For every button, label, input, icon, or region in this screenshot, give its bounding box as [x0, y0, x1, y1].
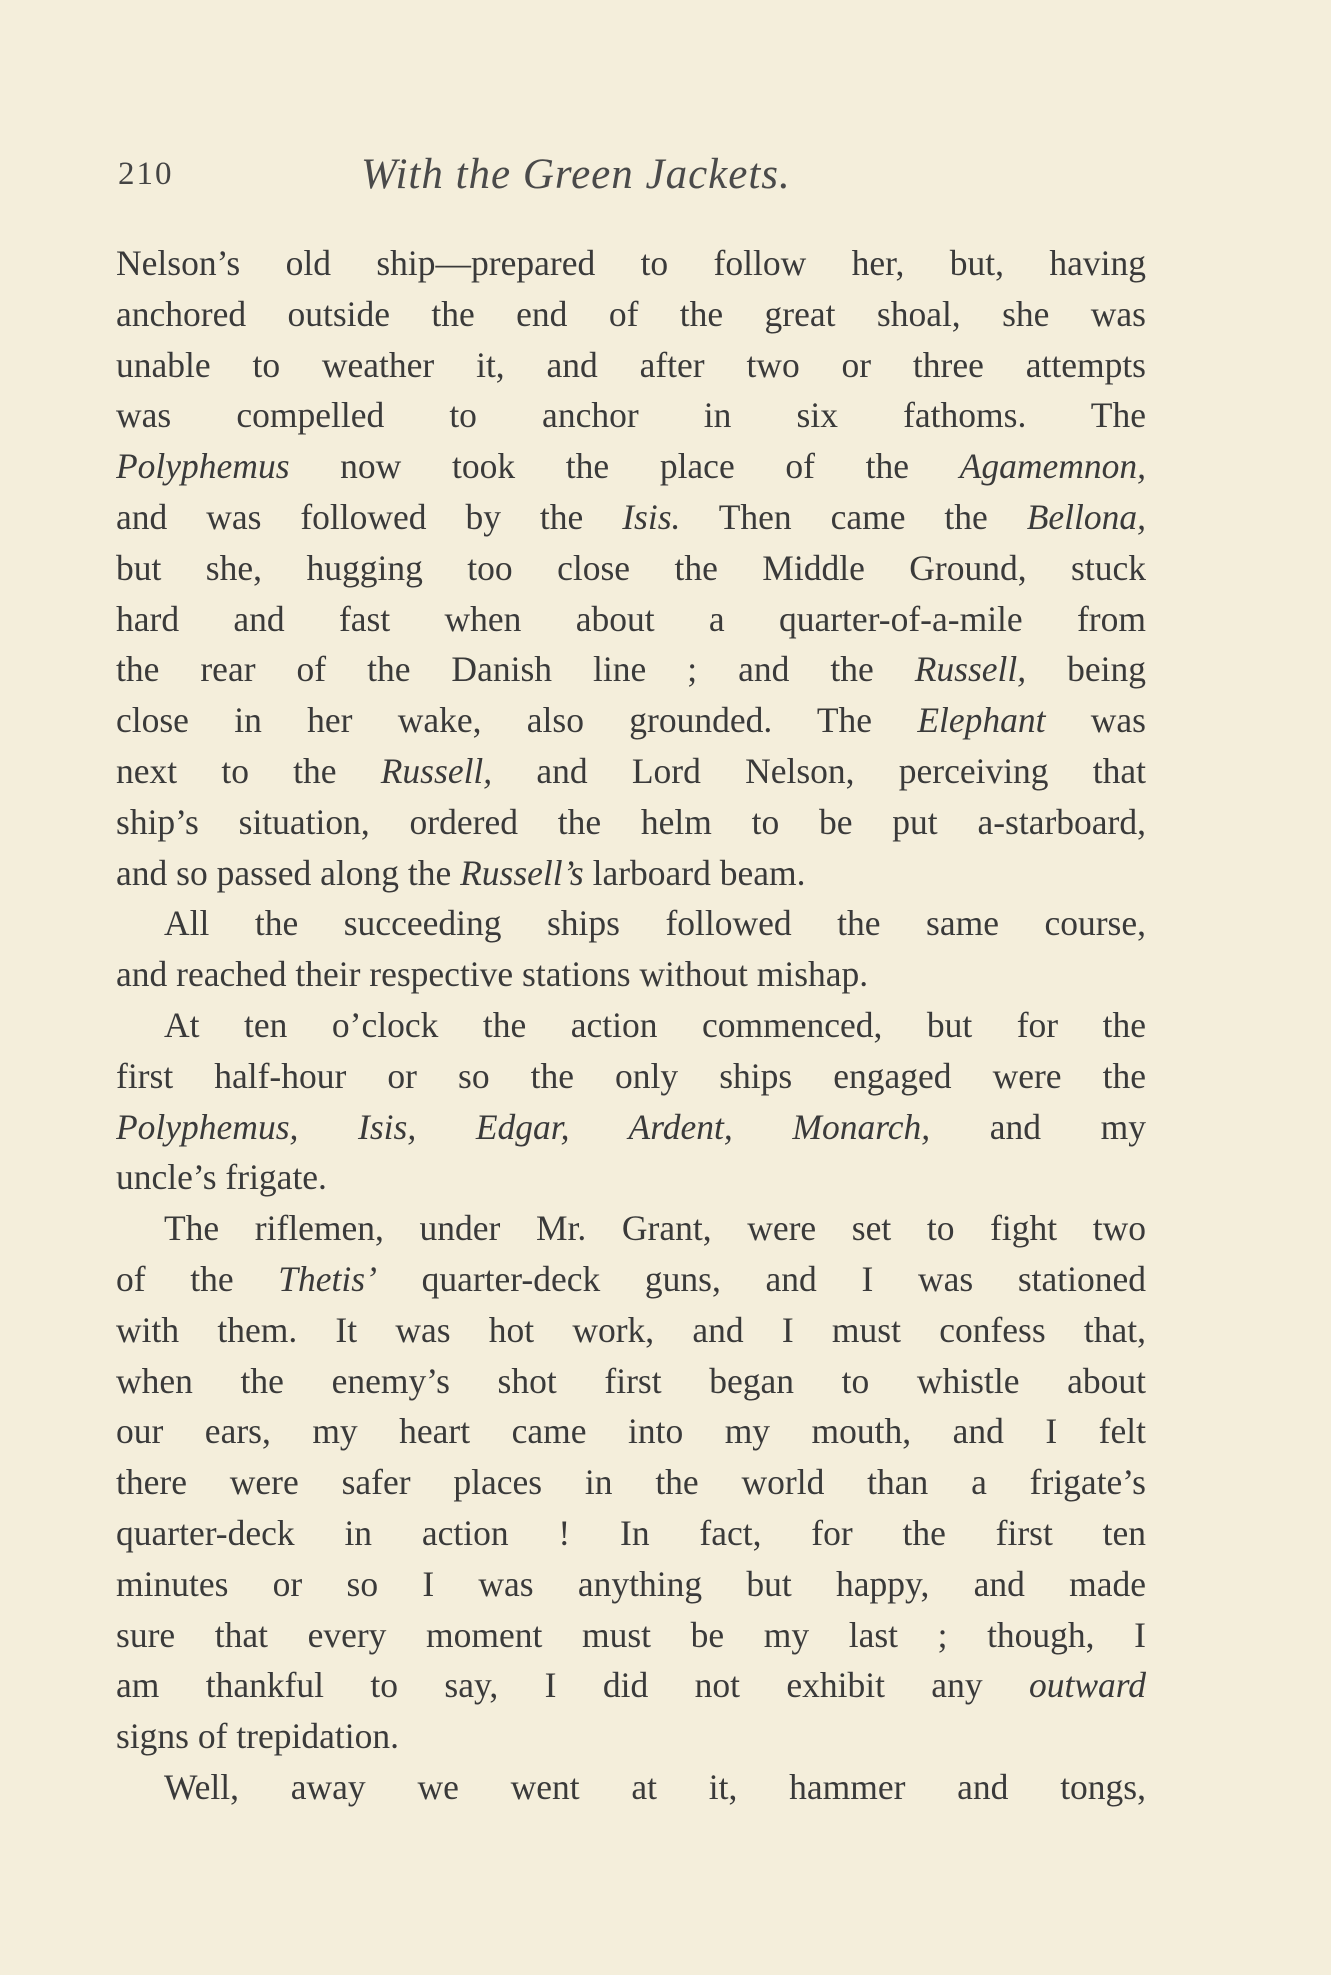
text-segment: of the [116, 1258, 279, 1299]
italic-text: outward [1028, 1665, 1146, 1706]
text-segment: unable to weather it, and after two or three attempts [116, 344, 1146, 385]
italic-text: Polyphemus [116, 446, 290, 487]
body-text [116, 238, 1146, 1813]
text-segment: quarter-deck guns, and I was stationed [376, 1258, 1146, 1299]
text-segment: being [1026, 649, 1146, 690]
text-segment: now took the place of the [289, 446, 960, 487]
text-segment: close in her wake, also grounded. The [116, 700, 918, 741]
text-segment: and so passed along the [116, 852, 461, 893]
italic-text: Isis. [622, 496, 681, 537]
italic-text: Polyphemus, Isis, Edgar, Ardent, Monarch, [116, 1106, 931, 1147]
italic-text: Agamemnon, [959, 446, 1146, 487]
text-line [116, 1610, 1146, 1661]
text-line [116, 1660, 1146, 1711]
text-segment: ship’s situation, ordered the helm to be put a-starboard, [116, 801, 1146, 842]
text-segment: next to the [116, 750, 381, 791]
text-segment: hard and fast when about a quarter-of-a-mile from [116, 598, 1146, 639]
italic-text: Bellona, [1026, 496, 1146, 537]
text-line [116, 1152, 1146, 1203]
page-number: 210 [118, 156, 174, 192]
text-line [116, 1203, 1146, 1254]
text-line [116, 1762, 1146, 1813]
text-line [116, 746, 1146, 797]
italic-text: Russell’s [460, 852, 584, 893]
text-segment: All the succeeding ships followed the same course, [164, 903, 1146, 944]
text-segment: the rear of the Danish line ; and the [116, 649, 915, 690]
text-line [116, 1102, 1146, 1153]
text-line [116, 1305, 1146, 1356]
text-line [116, 848, 1146, 899]
text-line [116, 543, 1146, 594]
text-line [116, 1051, 1146, 1102]
page-header [118, 140, 1178, 200]
text-line [116, 1000, 1146, 1051]
running-title: With the Green Jackets. [361, 151, 791, 198]
text-line [116, 289, 1146, 340]
text-line [116, 390, 1146, 441]
text-line [116, 1254, 1146, 1305]
text-segment: uncle’s frigate. [116, 1157, 327, 1198]
text-line [116, 898, 1146, 949]
text-segment: At ten o’clock the action commenced, but for the [164, 1004, 1146, 1045]
text-line [116, 441, 1146, 492]
text-segment: but she, hugging too close the Middle Ground, stuck [116, 547, 1146, 588]
text-segment: and Lord Nelson, perceiving that [492, 750, 1146, 791]
text-segment: signs of trepidation. [116, 1716, 399, 1757]
text-segment: quarter-deck in action ! In fact, for the first ten [116, 1512, 1146, 1553]
text-segment: when the enemy’s shot first began to whistle about [116, 1360, 1146, 1401]
text-line [116, 1508, 1146, 1559]
text-segment: Nelson’s old ship—prepared to follow her, but, having [116, 243, 1146, 283]
text-line [116, 238, 1146, 289]
text-segment: was [1045, 700, 1146, 741]
italic-text: Elephant [917, 700, 1046, 741]
text-segment: Then came the [680, 496, 1027, 537]
text-line [116, 695, 1146, 746]
text-line [116, 1406, 1146, 1457]
text-segment: first half-hour or so the only ships engaged were the [116, 1055, 1146, 1096]
text-segment: and reached their respective stations without mishap. [116, 954, 869, 995]
text-line [116, 1711, 1146, 1762]
text-segment: The riflemen, under Mr. Grant, were set to fight two [164, 1208, 1146, 1249]
text-segment: our ears, my heart came into my mouth, and I felt [116, 1411, 1146, 1452]
text-segment: was compelled to anchor in six fathoms. The [116, 395, 1146, 436]
text-segment: Well, away we went at it, hammer and tongs, [164, 1766, 1146, 1807]
text-segment: and my [930, 1106, 1146, 1147]
text-segment: there were safer places in the world than a frigate’s [116, 1462, 1146, 1503]
text-segment: anchored outside the end of the great shoal, she was [116, 293, 1146, 334]
text-line [116, 797, 1146, 848]
text-segment: with them. It was hot work, and I must confess that, [116, 1309, 1146, 1350]
italic-text: Thetis’ [278, 1258, 377, 1299]
text-line [116, 492, 1146, 543]
text-segment: minutes or so I was anything but happy, and made [116, 1563, 1146, 1604]
text-segment: and was followed by the [116, 496, 623, 537]
text-line [116, 1356, 1146, 1407]
text-line [116, 949, 1146, 1000]
text-segment: sure that every moment must be my last ; though, I [116, 1614, 1146, 1655]
text-line [116, 644, 1146, 695]
text-line [116, 594, 1146, 645]
text-line [116, 340, 1146, 391]
text-segment: larboard beam. [583, 852, 806, 893]
text-line [116, 1559, 1146, 1610]
text-segment: am thankful to say, I did not exhibit any [116, 1665, 1029, 1706]
italic-text: Russell, [914, 649, 1027, 690]
text-line [116, 1457, 1146, 1508]
italic-text: Russell, [380, 750, 493, 791]
